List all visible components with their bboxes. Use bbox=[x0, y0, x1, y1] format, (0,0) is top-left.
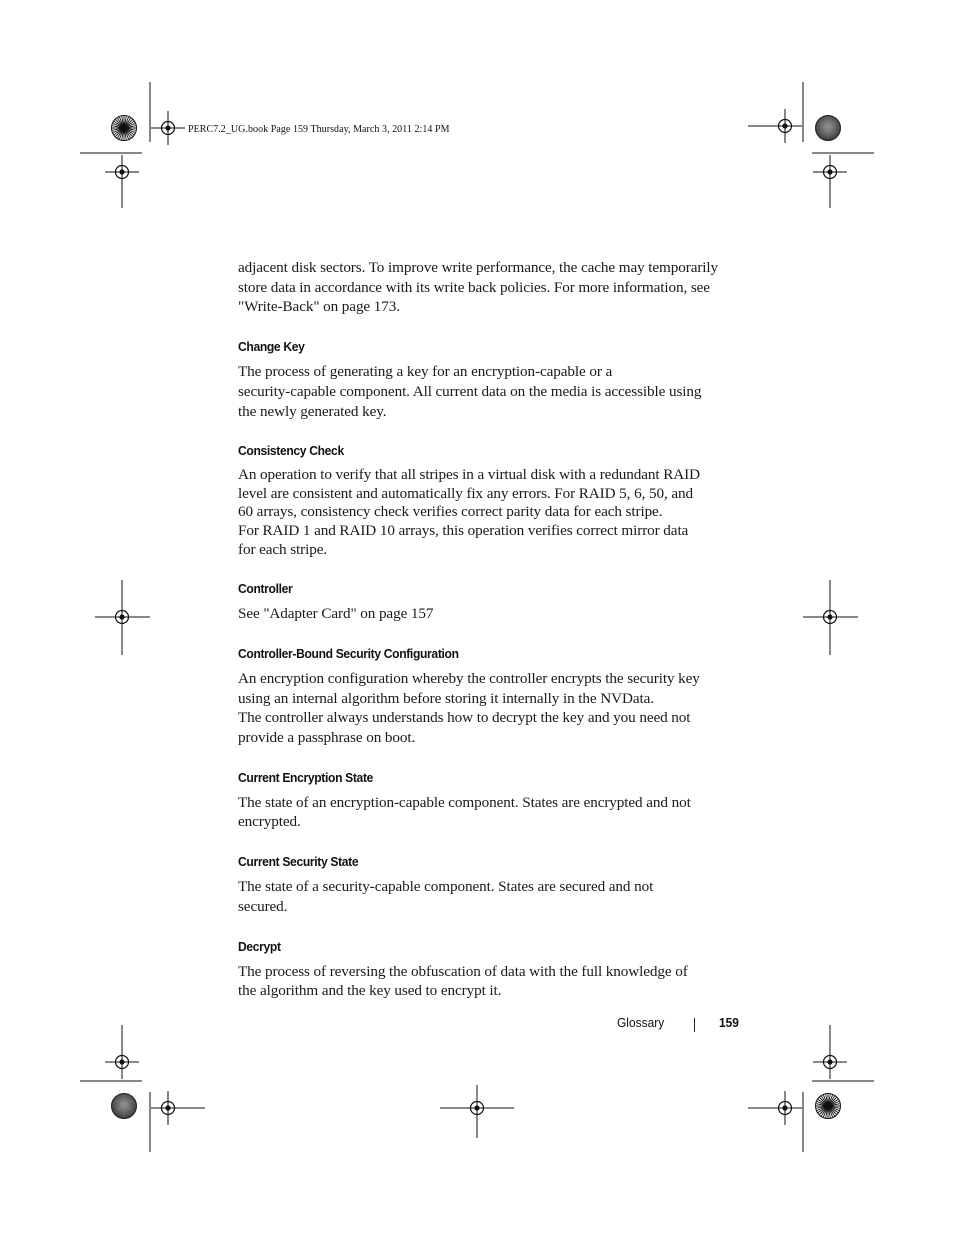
glossary-entry-consistency-check bbox=[238, 443, 738, 559]
footer-divider bbox=[694, 1018, 695, 1032]
term-heading: Current Encryption State bbox=[238, 770, 374, 785]
page-footer bbox=[590, 1015, 750, 1035]
term-heading: Decrypt bbox=[238, 939, 281, 954]
definition-paragraph: The state of an encryption-capable component. States are encrypted and not encrypted. bbox=[238, 793, 691, 831]
registration-mark-icon bbox=[768, 1091, 802, 1125]
definition-paragraph: An encryption configuration whereby the controller encrypts the security key using an internal algorithm before storing it internally in the NVData. The controller always understands how to decrypt the key and you need not provide a passphrase on boot. bbox=[238, 669, 700, 746]
term-heading: Consistency Check bbox=[238, 444, 344, 459]
definition-paragraph: The process of reversing the obfuscation of data with the full knowledge of the algorithm and the key used to encrypt it. bbox=[238, 962, 688, 1000]
definition-paragraph: The state of a security-capable component. States are secured and not secured. bbox=[238, 878, 654, 915]
glossary-entry-controller-bound-security-configuration bbox=[238, 646, 738, 748]
glossary-entry-decrypt bbox=[238, 939, 738, 1001]
term-heading: Current Security State bbox=[238, 855, 359, 870]
gray-target-icon bbox=[112, 1094, 137, 1119]
definition-paragraph: An operation to verify that all stripes in a virtual disk with a redundant RAID level are consistent and automatically fix any errors. For RAID 5, 6, 50, and 60 arrays, consistency check verifies correct parity data for each stripe. For RAID 1 and RAID 10 arrays, this operation verifies correct mirror data for each stripe. bbox=[238, 466, 700, 558]
registration-mark-icon bbox=[151, 111, 185, 145]
footer-section-title: Glossary bbox=[617, 1015, 665, 1030]
term-heading: Change Key bbox=[238, 340, 305, 355]
glossary-entry-change-key bbox=[238, 339, 738, 421]
glossary-entry-current-encryption-state bbox=[238, 770, 738, 832]
definition-paragraph: The process of generating a key for an encryption-capable or a security-capable component. All current data on the media is accessible using the newly generated key. bbox=[238, 363, 702, 420]
registration-mark-icon bbox=[151, 1091, 185, 1125]
term-heading: Controller bbox=[238, 582, 293, 597]
registration-mark-icon bbox=[768, 109, 802, 143]
print-slug: PERC7.2_UG.book Page 159 Thursday, March 3, 2011 2:14 PM bbox=[188, 124, 450, 135]
definition-paragraph: See "Adapter Card" on page 157 bbox=[238, 605, 434, 623]
page-number: 159 bbox=[719, 1015, 739, 1030]
intro-paragraph: adjacent disk sectors. To improve write performance, the cache may temporarily store data in accordance with its write back policies. For more information, see "Write-Back" on page 173. bbox=[238, 259, 719, 316]
glossary-content bbox=[238, 258, 738, 1001]
glossary-entry-current-security-state bbox=[238, 854, 738, 916]
spoke-target-icon bbox=[816, 1094, 841, 1119]
term-heading: Controller-Bound Security Configuration bbox=[238, 646, 459, 661]
gray-target-icon bbox=[816, 116, 841, 141]
spoke-target-icon bbox=[112, 116, 137, 141]
glossary-entry-controller bbox=[238, 581, 738, 624]
